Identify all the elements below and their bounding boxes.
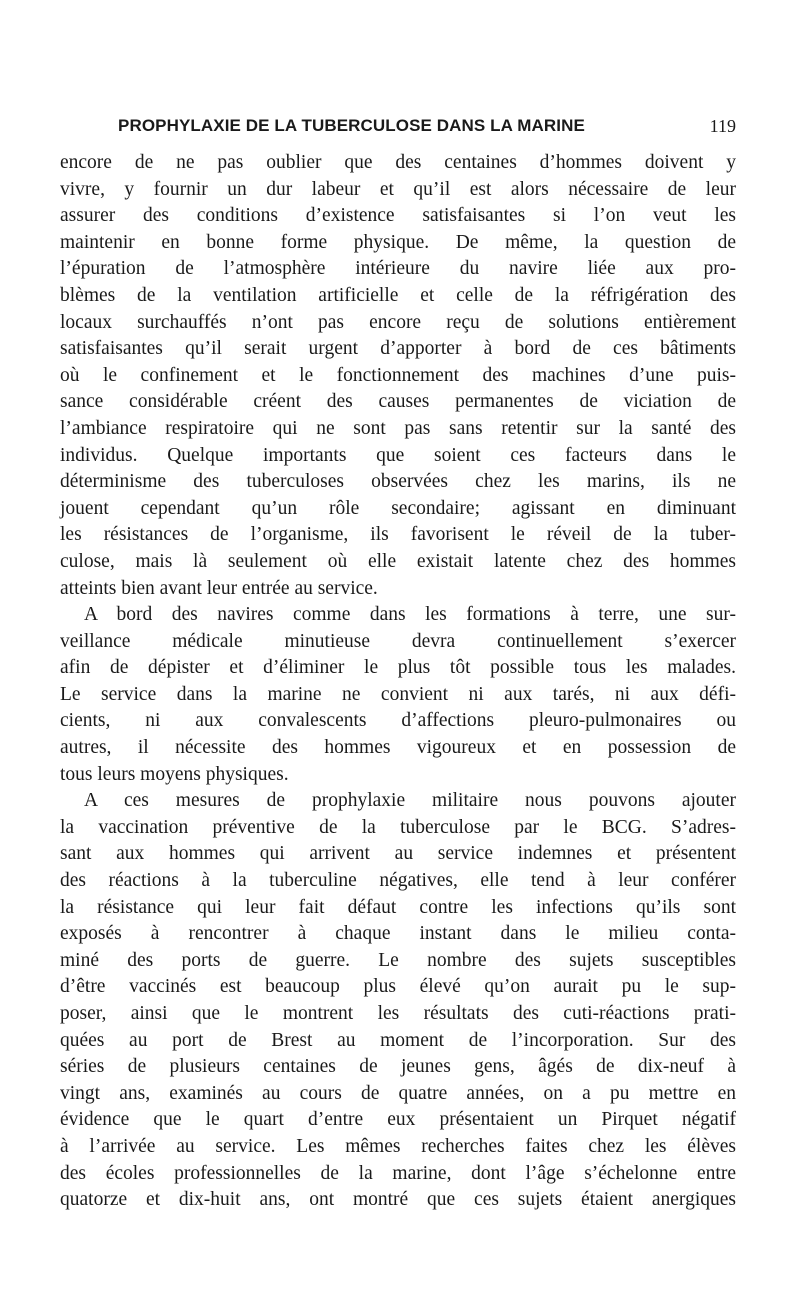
- page-number: 119: [709, 116, 736, 136]
- body-text: [60, 150, 736, 1214]
- paragraph-1: [60, 150, 736, 602]
- text-line: cients, ni aux convalescents d’affections pleuro-pulmonaires ou: [60, 710, 736, 732]
- paragraph-2: [60, 602, 736, 788]
- text-line: les résistances de l’organisme, ils favorisent le réveil de la tuber-: [60, 524, 736, 546]
- text-line: séries de plusieurs centaines de jeunes gens, âgés de dix-neuf à: [60, 1056, 736, 1078]
- text-line: afin de dépister et d’éliminer le plus tôt possible tous les malades.: [60, 657, 736, 679]
- text-line: quées au port de Brest au moment de l’incorporation. Sur des: [60, 1029, 736, 1051]
- text-line: jouent cependant qu’un rôle secondaire; agissant en diminuant: [60, 497, 736, 519]
- text-line: A ces mesures de prophylaxie militaire nous pouvons ajouter: [84, 790, 736, 812]
- text-line: atteints bien avant leur entrée au service.: [60, 577, 378, 599]
- text-line: Le service dans la marine ne convient ni aux tarés, ni aux défi-: [60, 683, 736, 705]
- text-line: poser, ainsi que le montrent les résultats des cuti-réactions prati-: [60, 1003, 736, 1024]
- text-line: exposés à rencontrer à chaque instant dans le milieu conta-: [60, 923, 736, 945]
- text-line: déterminisme des tuberculoses observées chez les marins, ils ne: [60, 471, 736, 493]
- text-line: des écoles professionnelles de la marine, dont l’âge s’échelonne entre: [60, 1162, 736, 1184]
- running-head: [60, 112, 736, 142]
- text-line: A bord des navires comme dans les formations à terre, une sur-: [84, 604, 736, 626]
- text-line: évidence que le quart d’entre eux présentaient un Pirquet négatif: [60, 1109, 736, 1131]
- text-line: d’être vaccinés est beaucoup plus élevé qu’on aurait pu le sup-: [60, 976, 736, 998]
- text-line: satisfaisantes qu’il serait urgent d’apporter à bord de ces bâtiments: [60, 338, 736, 360]
- text-line: encore de ne pas oublier que des centaines d’hommes doivent y: [60, 152, 736, 173]
- text-line: autres, il nécessite des hommes vigoureux et en possession de: [60, 737, 736, 759]
- text-line: blèmes de la ventilation artificielle et celle de la réfrigération des: [60, 284, 736, 306]
- text-line: la résistance qui leur fait défaut contre les infections qu’ils sont: [60, 896, 736, 918]
- text-line: tous leurs moyens physiques.: [60, 763, 289, 785]
- text-line: individus. Quelque importants que soient ces facteurs dans le: [60, 444, 736, 466]
- text-line: vivre, y fournir un dur labeur et qu’il est alors nécessaire de leur: [60, 178, 736, 200]
- book-page: [60, 112, 736, 1214]
- text-line: où le confinement et le fonctionnement des machines d’une puis-: [60, 364, 736, 386]
- text-line: sance considérable créent des causes permanentes de viciation de: [60, 391, 736, 413]
- text-line: vingt ans, examinés au cours de quatre années, on a pu mettre en: [60, 1082, 736, 1104]
- text-line: maintenir en bonne forme physique. De même, la question de: [60, 231, 736, 253]
- text-line: l’épuration de l’atmosphère intérieure du navire liée aux pro-: [60, 258, 736, 280]
- text-line: la vaccination préventive de la tuberculose par le BCG. S’adres-: [60, 816, 736, 838]
- text-line: culose, mais là seulement où elle existait latente chez des hommes: [60, 550, 736, 572]
- text-line: veillance médicale minutieuse devra continuellement s’exercer: [60, 630, 736, 652]
- text-line: locaux surchauffés n’ont pas encore reçu de solutions entièrement: [60, 311, 736, 333]
- text-line: assurer des conditions d’existence satisfaisantes si l’on veut les: [60, 205, 736, 227]
- text-line: miné des ports de guerre. Le nombre des sujets susceptibles: [60, 949, 736, 971]
- paragraph-3: [60, 788, 736, 1214]
- text-line: des réactions à la tuberculine négatives, elle tend à leur conférer: [60, 870, 736, 892]
- text-line: à l’arrivée au service. Les mêmes recherches faites chez les élèves: [60, 1135, 736, 1157]
- running-title: PROPHYLAXIE DE LA TUBERCULOSE DANS LA MARINE: [118, 116, 585, 135]
- text-line: quatorze et dix-huit ans, ont montré que ces sujets étaient anergiques: [60, 1189, 736, 1211]
- text-line: l’ambiance respiratoire qui ne sont pas sans retentir sur la santé des: [60, 417, 736, 439]
- text-line: sant aux hommes qui arrivent au service indemnes et présentent: [60, 843, 736, 865]
